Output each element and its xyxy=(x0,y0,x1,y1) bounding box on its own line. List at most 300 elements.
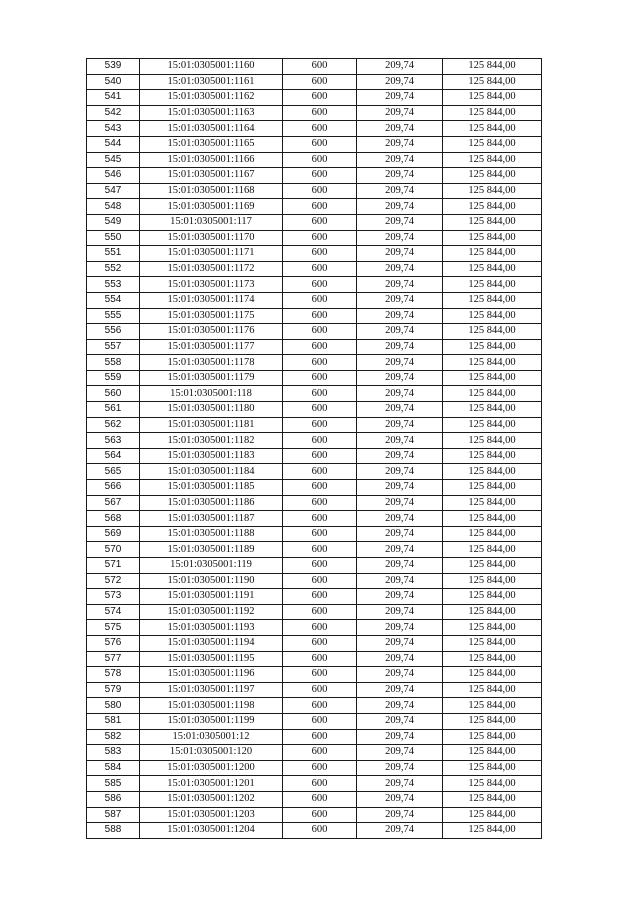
row-number-cell: 567 xyxy=(87,495,140,511)
rate-cell: 209,74 xyxy=(357,324,443,340)
area-cell: 600 xyxy=(283,168,357,184)
cost-cell: 125 844,00 xyxy=(443,807,542,823)
rate-cell: 209,74 xyxy=(357,90,443,106)
cadastral-number-cell: 15:01:0305001:1198 xyxy=(140,698,283,714)
row-number-cell: 566 xyxy=(87,480,140,496)
area-cell: 600 xyxy=(283,136,357,152)
cadastral-number-cell: 15:01:0305001:1161 xyxy=(140,74,283,90)
cadastral-number-cell: 15:01:0305001:1170 xyxy=(140,230,283,246)
area-cell: 600 xyxy=(283,433,357,449)
rate-cell: 209,74 xyxy=(357,121,443,137)
area-cell: 600 xyxy=(283,90,357,106)
cost-cell: 125 844,00 xyxy=(443,495,542,511)
rate-cell: 209,74 xyxy=(357,74,443,90)
area-cell: 600 xyxy=(283,698,357,714)
row-number-cell: 547 xyxy=(87,183,140,199)
cost-cell: 125 844,00 xyxy=(443,74,542,90)
rate-cell: 209,74 xyxy=(357,152,443,168)
area-cell: 600 xyxy=(283,823,357,839)
cadastral-number-cell: 15:01:0305001:1189 xyxy=(140,542,283,558)
table-row xyxy=(87,526,542,542)
cost-cell: 125 844,00 xyxy=(443,620,542,636)
row-number-cell: 563 xyxy=(87,433,140,449)
table-row xyxy=(87,386,542,402)
area-cell: 600 xyxy=(283,121,357,137)
area-cell: 600 xyxy=(283,620,357,636)
cadastral-number-cell: 15:01:0305001:1173 xyxy=(140,277,283,293)
cadastral-number-cell: 15:01:0305001:1178 xyxy=(140,355,283,371)
cost-cell: 125 844,00 xyxy=(443,355,542,371)
rate-cell: 209,74 xyxy=(357,760,443,776)
rate-cell: 209,74 xyxy=(357,480,443,496)
table-row xyxy=(87,292,542,308)
rate-cell: 209,74 xyxy=(357,402,443,418)
cost-cell: 125 844,00 xyxy=(443,230,542,246)
rate-cell: 209,74 xyxy=(357,807,443,823)
cadastral-number-cell: 15:01:0305001:1166 xyxy=(140,152,283,168)
area-cell: 600 xyxy=(283,464,357,480)
area-cell: 600 xyxy=(283,791,357,807)
cadastral-number-cell: 15:01:0305001:1180 xyxy=(140,402,283,418)
row-number-cell: 557 xyxy=(87,339,140,355)
cost-cell: 125 844,00 xyxy=(443,168,542,184)
row-number-cell: 572 xyxy=(87,573,140,589)
row-number-cell: 558 xyxy=(87,355,140,371)
rate-cell: 209,74 xyxy=(357,589,443,605)
row-number-cell: 582 xyxy=(87,729,140,745)
rate-cell: 209,74 xyxy=(357,542,443,558)
cadastral-number-cell: 15:01:0305001:1176 xyxy=(140,324,283,340)
area-cell: 600 xyxy=(283,713,357,729)
cadastral-number-cell: 15:01:0305001:1177 xyxy=(140,339,283,355)
table-row xyxy=(87,308,542,324)
table-row xyxy=(87,433,542,449)
rate-cell: 209,74 xyxy=(357,745,443,761)
cost-cell: 125 844,00 xyxy=(443,511,542,527)
row-number-cell: 570 xyxy=(87,542,140,558)
row-number-cell: 559 xyxy=(87,370,140,386)
cadastral-number-cell: 15:01:0305001:1190 xyxy=(140,573,283,589)
row-number-cell: 544 xyxy=(87,136,140,152)
cadastral-number-cell: 15:01:0305001:1183 xyxy=(140,448,283,464)
rate-cell: 209,74 xyxy=(357,823,443,839)
cadastral-number-cell: 15:01:0305001:1169 xyxy=(140,199,283,215)
row-number-cell: 549 xyxy=(87,214,140,230)
cost-cell: 125 844,00 xyxy=(443,713,542,729)
cost-cell: 125 844,00 xyxy=(443,90,542,106)
cost-cell: 125 844,00 xyxy=(443,480,542,496)
rate-cell: 209,74 xyxy=(357,339,443,355)
rate-cell: 209,74 xyxy=(357,183,443,199)
cost-cell: 125 844,00 xyxy=(443,370,542,386)
row-number-cell: 578 xyxy=(87,667,140,683)
table-row xyxy=(87,573,542,589)
cadastral-number-cell: 15:01:0305001:118 xyxy=(140,386,283,402)
area-cell: 600 xyxy=(283,324,357,340)
rate-cell: 209,74 xyxy=(357,261,443,277)
cost-cell: 125 844,00 xyxy=(443,604,542,620)
cadastral-number-cell: 15:01:0305001:1167 xyxy=(140,168,283,184)
rate-cell: 209,74 xyxy=(357,729,443,745)
row-number-cell: 552 xyxy=(87,261,140,277)
table-body xyxy=(87,59,542,839)
cost-cell: 125 844,00 xyxy=(443,526,542,542)
cost-cell: 125 844,00 xyxy=(443,324,542,340)
area-cell: 600 xyxy=(283,776,357,792)
area-cell: 600 xyxy=(283,355,357,371)
rate-cell: 209,74 xyxy=(357,713,443,729)
table-row xyxy=(87,370,542,386)
cadastral-number-cell: 15:01:0305001:1196 xyxy=(140,667,283,683)
rate-cell: 209,74 xyxy=(357,776,443,792)
cadastral-number-cell: 15:01:0305001:1184 xyxy=(140,464,283,480)
cadastral-number-cell: 15:01:0305001:1162 xyxy=(140,90,283,106)
row-number-cell: 581 xyxy=(87,713,140,729)
area-cell: 600 xyxy=(283,558,357,574)
cost-cell: 125 844,00 xyxy=(443,651,542,667)
row-number-cell: 577 xyxy=(87,651,140,667)
area-cell: 600 xyxy=(283,542,357,558)
cost-cell: 125 844,00 xyxy=(443,589,542,605)
row-number-cell: 540 xyxy=(87,74,140,90)
row-number-cell: 575 xyxy=(87,620,140,636)
cadastral-number-cell: 15:01:0305001:1197 xyxy=(140,682,283,698)
area-cell: 600 xyxy=(283,386,357,402)
rate-cell: 209,74 xyxy=(357,136,443,152)
table-row xyxy=(87,698,542,714)
rate-cell: 209,74 xyxy=(357,277,443,293)
row-number-cell: 586 xyxy=(87,791,140,807)
area-cell: 600 xyxy=(283,760,357,776)
rate-cell: 209,74 xyxy=(357,651,443,667)
rate-cell: 209,74 xyxy=(357,558,443,574)
table-row xyxy=(87,620,542,636)
row-number-cell: 571 xyxy=(87,558,140,574)
cadastral-number-cell: 15:01:0305001:1201 xyxy=(140,776,283,792)
row-number-cell: 551 xyxy=(87,246,140,262)
row-number-cell: 548 xyxy=(87,199,140,215)
area-cell: 600 xyxy=(283,745,357,761)
table-row xyxy=(87,682,542,698)
area-cell: 600 xyxy=(283,511,357,527)
cost-cell: 125 844,00 xyxy=(443,635,542,651)
row-number-cell: 580 xyxy=(87,698,140,714)
area-cell: 600 xyxy=(283,651,357,667)
cadastral-number-cell: 15:01:0305001:1172 xyxy=(140,261,283,277)
cost-cell: 125 844,00 xyxy=(443,573,542,589)
cost-cell: 125 844,00 xyxy=(443,417,542,433)
cost-cell: 125 844,00 xyxy=(443,745,542,761)
cadastral-number-cell: 15:01:0305001:1188 xyxy=(140,526,283,542)
area-cell: 600 xyxy=(283,448,357,464)
rate-cell: 209,74 xyxy=(357,495,443,511)
row-number-cell: 562 xyxy=(87,417,140,433)
row-number-cell: 542 xyxy=(87,105,140,121)
cadastral-number-cell: 15:01:0305001:1182 xyxy=(140,433,283,449)
table-row xyxy=(87,402,542,418)
area-cell: 600 xyxy=(283,526,357,542)
cost-cell: 125 844,00 xyxy=(443,402,542,418)
area-cell: 600 xyxy=(283,729,357,745)
rate-cell: 209,74 xyxy=(357,214,443,230)
cost-cell: 125 844,00 xyxy=(443,214,542,230)
rate-cell: 209,74 xyxy=(357,620,443,636)
table-row xyxy=(87,121,542,137)
rate-cell: 209,74 xyxy=(357,526,443,542)
rate-cell: 209,74 xyxy=(357,168,443,184)
row-number-cell: 554 xyxy=(87,292,140,308)
cadastral-number-cell: 15:01:0305001:1192 xyxy=(140,604,283,620)
row-number-cell: 564 xyxy=(87,448,140,464)
row-number-cell: 550 xyxy=(87,230,140,246)
area-cell: 600 xyxy=(283,230,357,246)
cadastral-number-cell: 15:01:0305001:1187 xyxy=(140,511,283,527)
row-number-cell: 543 xyxy=(87,121,140,137)
cadastral-number-cell: 15:01:0305001:1199 xyxy=(140,713,283,729)
table-row xyxy=(87,168,542,184)
area-cell: 600 xyxy=(283,667,357,683)
cost-cell: 125 844,00 xyxy=(443,682,542,698)
rate-cell: 209,74 xyxy=(357,667,443,683)
area-cell: 600 xyxy=(283,152,357,168)
table-row xyxy=(87,635,542,651)
area-cell: 600 xyxy=(283,308,357,324)
cost-cell: 125 844,00 xyxy=(443,464,542,480)
area-cell: 600 xyxy=(283,105,357,121)
row-number-cell: 587 xyxy=(87,807,140,823)
cadastral-number-cell: 15:01:0305001:1195 xyxy=(140,651,283,667)
cadastral-number-cell: 15:01:0305001:1168 xyxy=(140,183,283,199)
row-number-cell: 546 xyxy=(87,168,140,184)
area-cell: 600 xyxy=(283,59,357,75)
table-row xyxy=(87,214,542,230)
table-row xyxy=(87,776,542,792)
row-number-cell: 568 xyxy=(87,511,140,527)
area-cell: 600 xyxy=(283,807,357,823)
cadastral-number-cell: 15:01:0305001:1194 xyxy=(140,635,283,651)
area-cell: 600 xyxy=(283,370,357,386)
table-row xyxy=(87,246,542,262)
row-number-cell: 556 xyxy=(87,324,140,340)
table-row xyxy=(87,729,542,745)
rate-cell: 209,74 xyxy=(357,464,443,480)
table-row xyxy=(87,448,542,464)
rate-cell: 209,74 xyxy=(357,791,443,807)
cadastral-number-cell: 15:01:0305001:1163 xyxy=(140,105,283,121)
table-row xyxy=(87,105,542,121)
cost-cell: 125 844,00 xyxy=(443,292,542,308)
rate-cell: 209,74 xyxy=(357,370,443,386)
table-row xyxy=(87,760,542,776)
cadastral-number-cell: 15:01:0305001:1186 xyxy=(140,495,283,511)
cadastral-number-cell: 15:01:0305001:120 xyxy=(140,745,283,761)
cadastral-number-cell: 15:01:0305001:1175 xyxy=(140,308,283,324)
row-number-cell: 569 xyxy=(87,526,140,542)
table-row xyxy=(87,791,542,807)
cadastral-number-cell: 15:01:0305001:1193 xyxy=(140,620,283,636)
land-parcel-table xyxy=(86,58,542,839)
cost-cell: 125 844,00 xyxy=(443,152,542,168)
row-number-cell: 541 xyxy=(87,90,140,106)
table-row xyxy=(87,745,542,761)
table-row xyxy=(87,417,542,433)
table-row xyxy=(87,277,542,293)
table-row xyxy=(87,464,542,480)
rate-cell: 209,74 xyxy=(357,246,443,262)
area-cell: 600 xyxy=(283,214,357,230)
cadastral-number-cell: 15:01:0305001:1181 xyxy=(140,417,283,433)
cost-cell: 125 844,00 xyxy=(443,760,542,776)
table-row xyxy=(87,667,542,683)
rate-cell: 209,74 xyxy=(357,417,443,433)
area-cell: 600 xyxy=(283,573,357,589)
cost-cell: 125 844,00 xyxy=(443,261,542,277)
table-row xyxy=(87,136,542,152)
cadastral-number-cell: 15:01:0305001:1185 xyxy=(140,480,283,496)
table-row xyxy=(87,90,542,106)
cadastral-number-cell: 15:01:0305001:1171 xyxy=(140,246,283,262)
area-cell: 600 xyxy=(283,589,357,605)
rate-cell: 209,74 xyxy=(357,308,443,324)
area-cell: 600 xyxy=(283,339,357,355)
cost-cell: 125 844,00 xyxy=(443,121,542,137)
cost-cell: 125 844,00 xyxy=(443,308,542,324)
table-row xyxy=(87,261,542,277)
rate-cell: 209,74 xyxy=(357,511,443,527)
cost-cell: 125 844,00 xyxy=(443,729,542,745)
table-row xyxy=(87,823,542,839)
cost-cell: 125 844,00 xyxy=(443,433,542,449)
area-cell: 600 xyxy=(283,417,357,433)
table-row xyxy=(87,183,542,199)
rate-cell: 209,74 xyxy=(357,386,443,402)
row-number-cell: 588 xyxy=(87,823,140,839)
row-number-cell: 555 xyxy=(87,308,140,324)
table-row xyxy=(87,807,542,823)
row-number-cell: 585 xyxy=(87,776,140,792)
area-cell: 600 xyxy=(283,604,357,620)
cost-cell: 125 844,00 xyxy=(443,776,542,792)
area-cell: 600 xyxy=(283,246,357,262)
row-number-cell: 573 xyxy=(87,589,140,605)
cadastral-number-cell: 15:01:0305001:1174 xyxy=(140,292,283,308)
area-cell: 600 xyxy=(283,183,357,199)
table-row xyxy=(87,511,542,527)
table-row xyxy=(87,542,542,558)
table-row xyxy=(87,651,542,667)
rate-cell: 209,74 xyxy=(357,292,443,308)
row-number-cell: 553 xyxy=(87,277,140,293)
cadastral-number-cell: 15:01:0305001:1160 xyxy=(140,59,283,75)
cadastral-number-cell: 15:01:0305001:1200 xyxy=(140,760,283,776)
table-row xyxy=(87,339,542,355)
area-cell: 600 xyxy=(283,261,357,277)
area-cell: 600 xyxy=(283,292,357,308)
rate-cell: 209,74 xyxy=(357,105,443,121)
cost-cell: 125 844,00 xyxy=(443,791,542,807)
cost-cell: 125 844,00 xyxy=(443,448,542,464)
cadastral-number-cell: 15:01:0305001:117 xyxy=(140,214,283,230)
area-cell: 600 xyxy=(283,277,357,293)
row-number-cell: 584 xyxy=(87,760,140,776)
rate-cell: 209,74 xyxy=(357,698,443,714)
cadastral-number-cell: 15:01:0305001:1179 xyxy=(140,370,283,386)
cost-cell: 125 844,00 xyxy=(443,542,542,558)
rate-cell: 209,74 xyxy=(357,230,443,246)
cadastral-number-cell: 15:01:0305001:1165 xyxy=(140,136,283,152)
rate-cell: 209,74 xyxy=(357,573,443,589)
rate-cell: 209,74 xyxy=(357,448,443,464)
row-number-cell: 583 xyxy=(87,745,140,761)
cost-cell: 125 844,00 xyxy=(443,277,542,293)
rate-cell: 209,74 xyxy=(357,355,443,371)
cost-cell: 125 844,00 xyxy=(443,698,542,714)
area-cell: 600 xyxy=(283,199,357,215)
rate-cell: 209,74 xyxy=(357,635,443,651)
table-row xyxy=(87,324,542,340)
rate-cell: 209,74 xyxy=(357,433,443,449)
cadastral-number-cell: 15:01:0305001:1191 xyxy=(140,589,283,605)
table-row xyxy=(87,230,542,246)
cost-cell: 125 844,00 xyxy=(443,105,542,121)
cost-cell: 125 844,00 xyxy=(443,667,542,683)
rate-cell: 209,74 xyxy=(357,199,443,215)
row-number-cell: 579 xyxy=(87,682,140,698)
cadastral-number-cell: 15:01:0305001:1203 xyxy=(140,807,283,823)
cost-cell: 125 844,00 xyxy=(443,59,542,75)
cost-cell: 125 844,00 xyxy=(443,183,542,199)
table-row xyxy=(87,355,542,371)
row-number-cell: 561 xyxy=(87,402,140,418)
cost-cell: 125 844,00 xyxy=(443,558,542,574)
area-cell: 600 xyxy=(283,74,357,90)
area-cell: 600 xyxy=(283,635,357,651)
table-row xyxy=(87,480,542,496)
row-number-cell: 539 xyxy=(87,59,140,75)
cadastral-number-cell: 15:01:0305001:1202 xyxy=(140,791,283,807)
row-number-cell: 576 xyxy=(87,635,140,651)
table-row xyxy=(87,495,542,511)
row-number-cell: 574 xyxy=(87,604,140,620)
area-cell: 600 xyxy=(283,682,357,698)
table-row xyxy=(87,152,542,168)
rate-cell: 209,74 xyxy=(357,59,443,75)
table-row xyxy=(87,74,542,90)
row-number-cell: 545 xyxy=(87,152,140,168)
cost-cell: 125 844,00 xyxy=(443,386,542,402)
area-cell: 600 xyxy=(283,480,357,496)
cost-cell: 125 844,00 xyxy=(443,823,542,839)
area-cell: 600 xyxy=(283,495,357,511)
rate-cell: 209,74 xyxy=(357,682,443,698)
table-row xyxy=(87,589,542,605)
row-number-cell: 565 xyxy=(87,464,140,480)
table-row xyxy=(87,713,542,729)
table-row xyxy=(87,558,542,574)
cadastral-number-cell: 15:01:0305001:1204 xyxy=(140,823,283,839)
area-cell: 600 xyxy=(283,402,357,418)
cost-cell: 125 844,00 xyxy=(443,339,542,355)
cost-cell: 125 844,00 xyxy=(443,199,542,215)
cost-cell: 125 844,00 xyxy=(443,136,542,152)
cadastral-number-cell: 15:01:0305001:1164 xyxy=(140,121,283,137)
cadastral-number-cell: 15:01:0305001:12 xyxy=(140,729,283,745)
cadastral-number-cell: 15:01:0305001:119 xyxy=(140,558,283,574)
table-row xyxy=(87,604,542,620)
rate-cell: 209,74 xyxy=(357,604,443,620)
cost-cell: 125 844,00 xyxy=(443,246,542,262)
row-number-cell: 560 xyxy=(87,386,140,402)
